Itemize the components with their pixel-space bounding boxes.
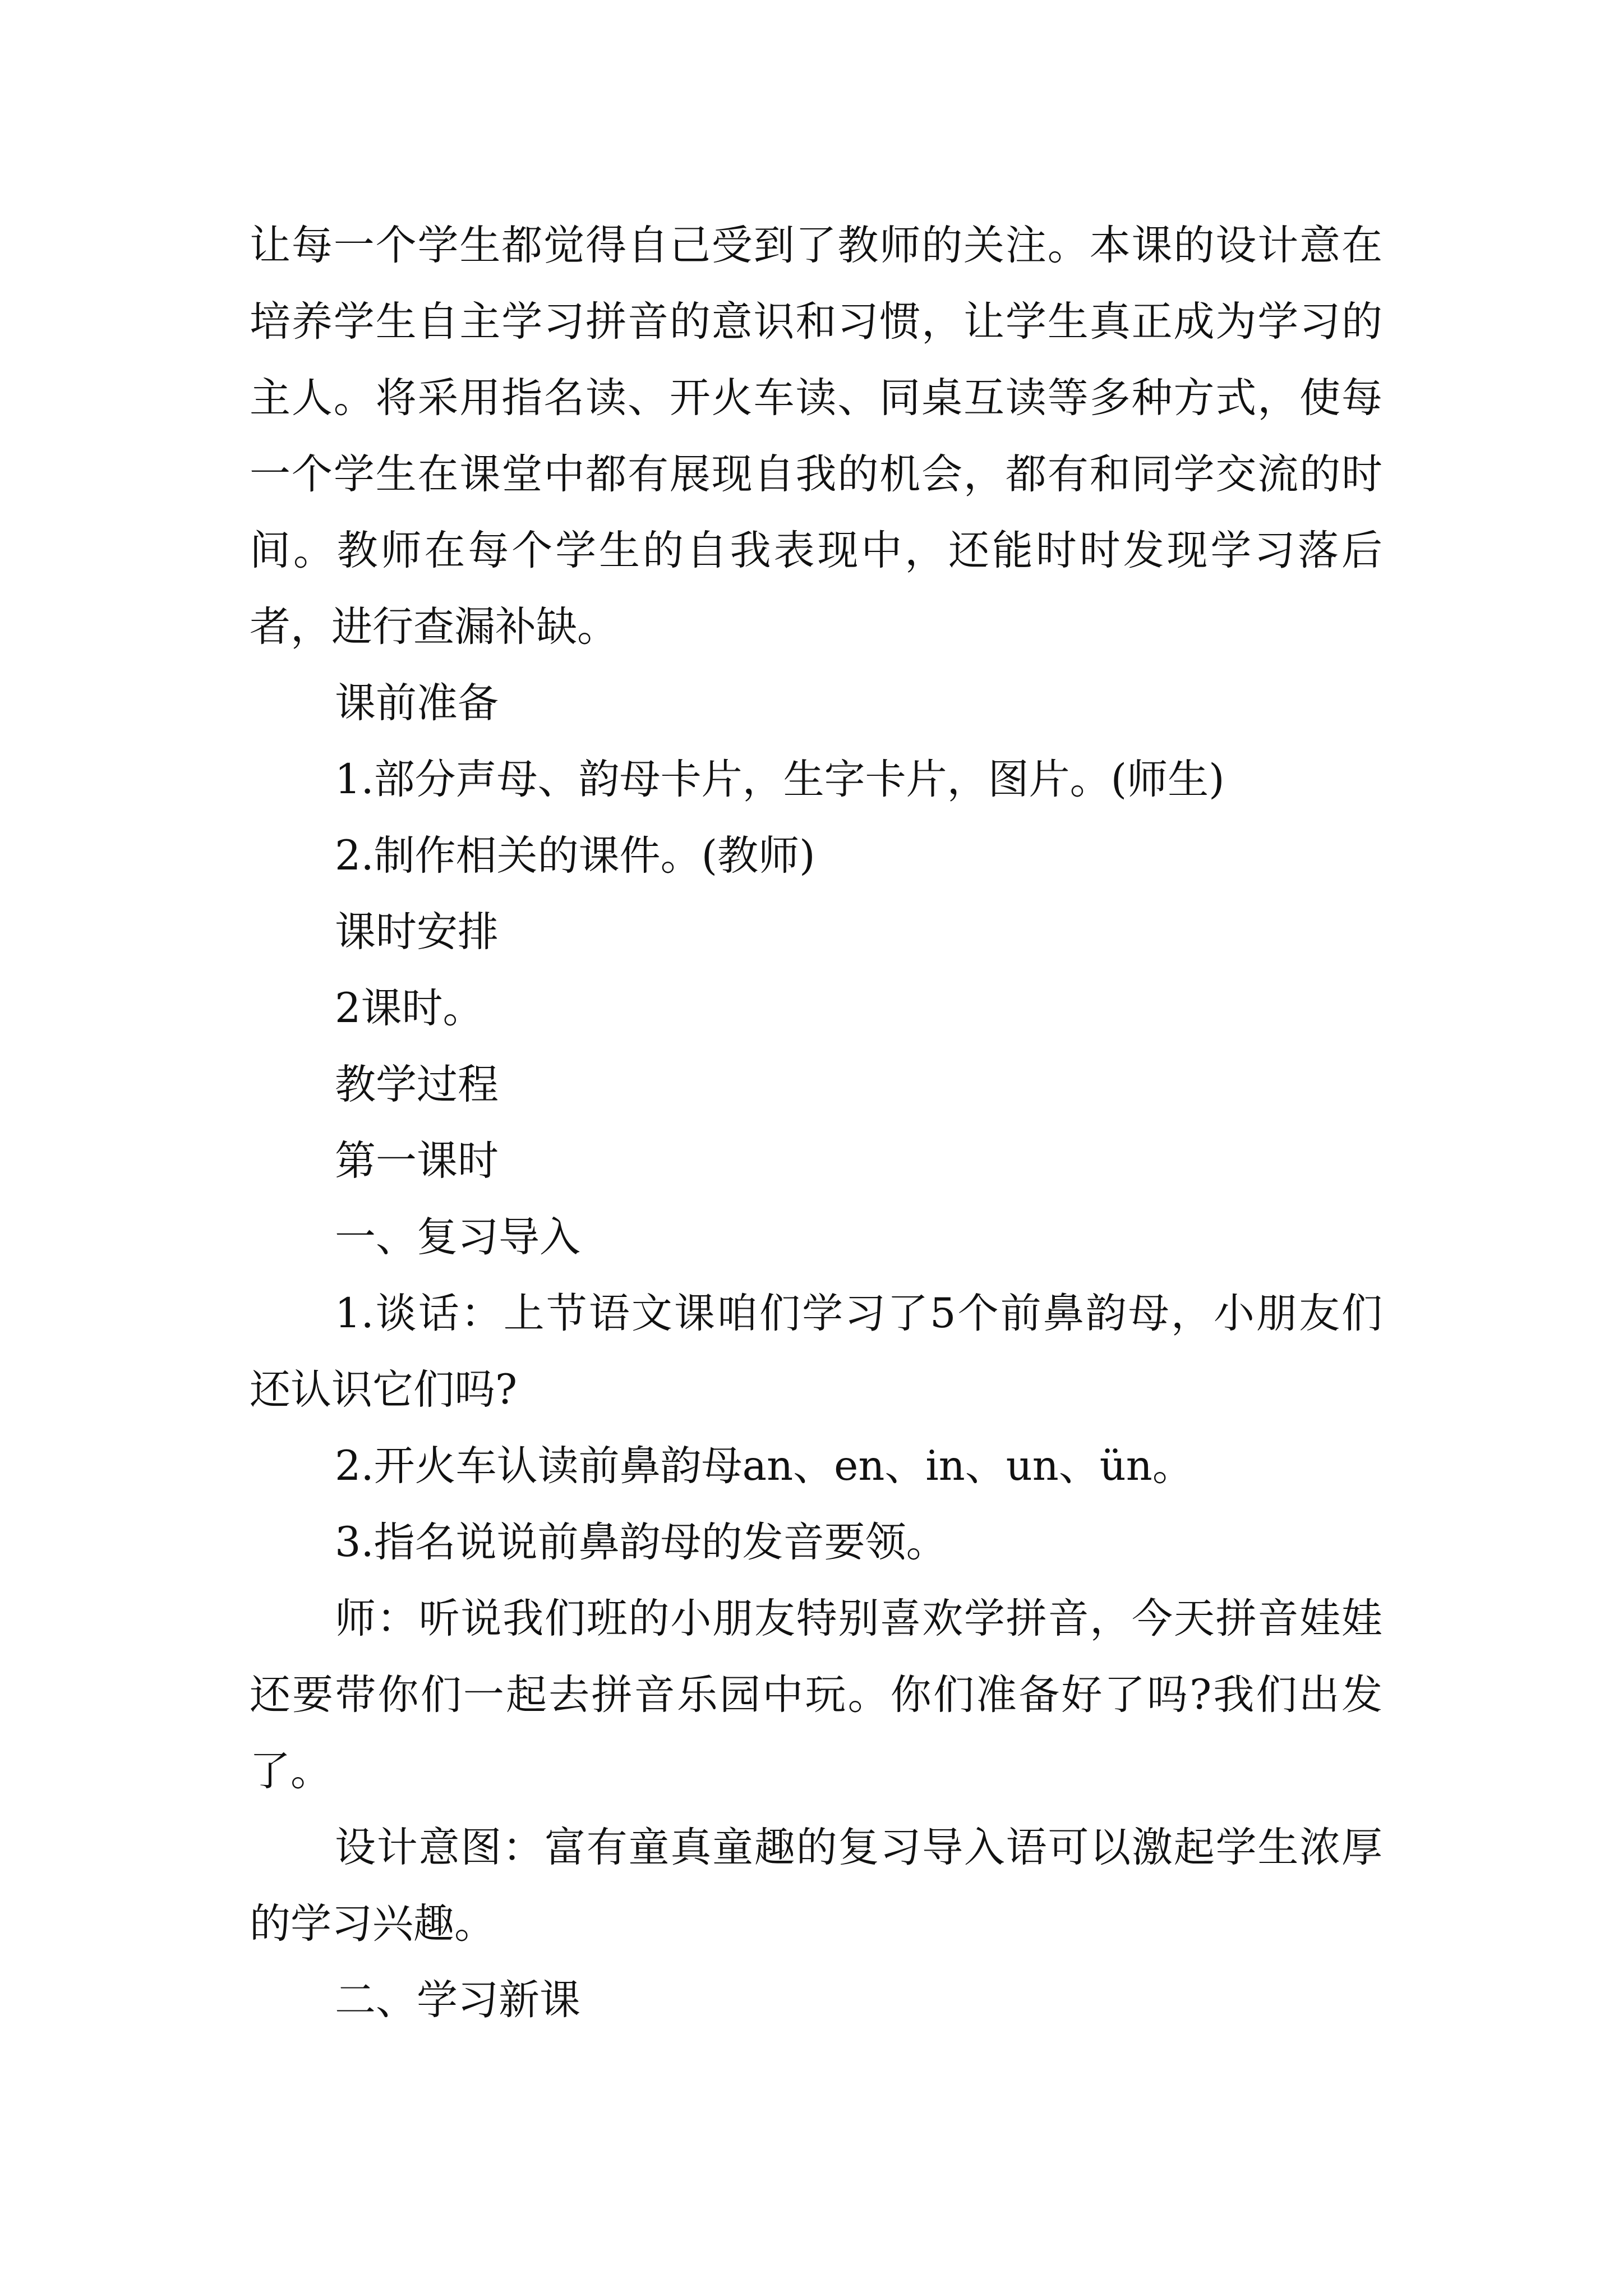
heading-first-lesson: 第一课时 [335,1137,499,1185]
list-item-preparation-2: 2.制作相关的课件。(教师) [335,832,815,880]
heading-teaching-process: 教学过程 [335,1061,499,1108]
heading-review-intro: 一、复习导入 [335,1213,580,1261]
paragraph-design-intent: 设计意图：富有童真童趣的复习导入语可以激起学生浓厚的学习兴趣。 [250,1824,1382,1948]
list-item-review-3: 3.指名说说前鼻韵母的发音要领。 [335,1519,947,1566]
heading-new-lesson: 二、学习新课 [335,1976,580,2024]
list-item-review-2: 2.开火车认读前鼻韵母an、en、in、un、ün。 [335,1442,1193,1490]
schedule-text: 2课时。 [335,984,484,1032]
heading-schedule: 课时安排 [335,908,499,956]
list-item-review-1: 1.谈话：上节语文课咱们学习了5个前鼻韵母，小朋友们还认识它们吗? [250,1290,1382,1414]
list-item-preparation-1: 1.部分声母、韵母卡片，生字卡片，图片。(师生) [335,756,1225,803]
heading-preparation: 课前准备 [335,679,499,727]
paragraph-continued-design-intent: 让每一个学生都觉得自己受到了教师的关注。本课的设计意在培养学生自主学习拼音的意识和习惯，让学生真正成为学习的主人。将采用指名读、开火车读、同桌互读等多种方式，使每一个学生在课堂中都有展现自我的机会，都有和同学交流的时间。教师在每个学生的自我表现中，还能时时发现学习落后者，进行查漏补缺。 [250,222,1382,651]
document-body [250,208,1382,2039]
paragraph-teacher-speech: 师：听说我们班的小朋友特别喜欢学拼音，今天拼音娃娃还要带你们一起去拼音乐园中玩。你们准备好了吗?我们出发了。 [250,1595,1382,1795]
